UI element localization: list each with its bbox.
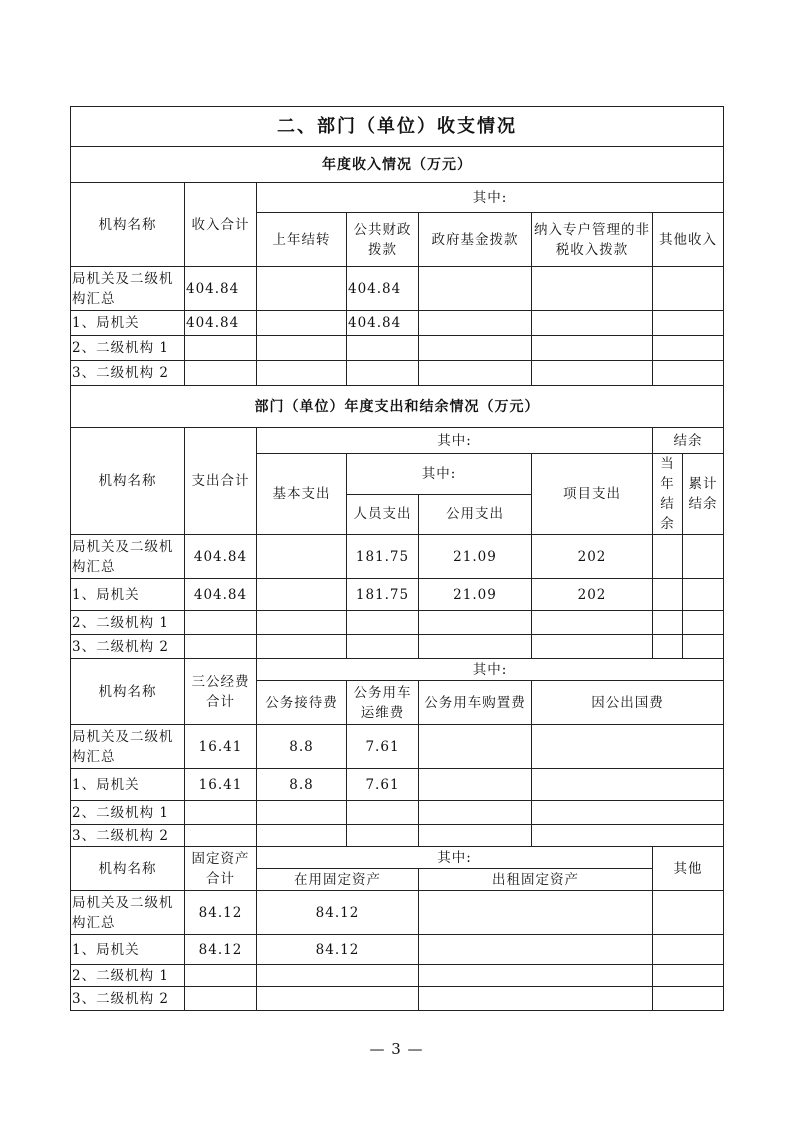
org-name: 2、二级机构 1	[71, 965, 185, 987]
income-prev	[257, 361, 347, 386]
income-other	[653, 336, 724, 361]
three-public-reception	[257, 801, 347, 825]
expense-personnel	[347, 611, 419, 635]
expense-col-of-which2: 其中:	[347, 454, 532, 495]
expense-col-basic: 基本支出	[257, 454, 347, 535]
three-public-col-vehicle-purchase: 公务用车购置费	[419, 681, 532, 725]
income-public: 404.84	[347, 267, 419, 311]
income-col-public-finance: 公共财政拨款	[347, 213, 419, 267]
table-row	[71, 336, 724, 361]
table-row	[71, 535, 724, 579]
expense-cumulative-surplus	[683, 635, 724, 659]
income-col-org: 机构名称	[71, 183, 185, 267]
table-row	[71, 267, 724, 311]
three-public-col-of-which: 其中:	[257, 659, 724, 681]
three-public-col-vehicle-ops: 公务用车运维费	[347, 681, 419, 725]
three-public-vehicle-ops	[347, 825, 419, 847]
org-name: 1、局机关	[71, 311, 185, 336]
expense-personnel: 181.75	[347, 579, 419, 611]
three-public-col-abroad: 因公出国费	[532, 681, 724, 725]
fixed-assets-in-use: 84.12	[257, 935, 419, 965]
three-public-reception	[257, 825, 347, 847]
income-heading: 年度收入情况（万元）	[71, 147, 724, 183]
fixed-assets-in-use: 84.12	[257, 891, 419, 935]
expense-col-of-which: 其中:	[257, 428, 653, 454]
org-name: 1、局机关	[71, 579, 185, 611]
table-row	[71, 725, 724, 769]
expense-current-surplus	[653, 611, 683, 635]
income-fund	[419, 336, 532, 361]
page-number: — 3 —	[369, 1040, 424, 1058]
fixed-assets-col-of-which: 其中:	[257, 847, 653, 869]
income-prev	[257, 311, 347, 336]
income-total	[185, 361, 257, 386]
table-row	[71, 579, 724, 611]
org-name: 3、二级机构 2	[71, 987, 185, 1011]
income-public	[347, 361, 419, 386]
fixed-assets-col-in-use: 在用固定资产	[257, 869, 419, 891]
expense-total	[185, 611, 257, 635]
expense-col-cumulative-surplus: 累计结余	[683, 454, 724, 535]
expense-cumulative-surplus	[683, 611, 724, 635]
fixed-assets-other	[653, 935, 724, 965]
fixed-assets-col-other: 其他	[653, 847, 724, 891]
three-public-abroad	[532, 725, 724, 769]
income-other	[653, 311, 724, 336]
fixed-assets-leased	[419, 935, 653, 965]
income-public: 404.84	[347, 311, 419, 336]
table-row	[71, 611, 724, 635]
org-name: 局机关及二级机构汇总	[71, 535, 185, 579]
expense-project	[532, 611, 653, 635]
three-public-col-total: 三公经费合计	[185, 659, 257, 725]
expense-personnel	[347, 635, 419, 659]
expense-public-use	[419, 635, 532, 659]
income-prev	[257, 267, 347, 311]
expense-current-surplus	[653, 535, 683, 579]
income-col-gov-fund: 政府基金拨款	[419, 213, 532, 267]
table-row	[71, 935, 724, 965]
three-public-abroad	[532, 801, 724, 825]
org-name: 1、局机关	[71, 935, 185, 965]
three-public-reception: 8.8	[257, 725, 347, 769]
income-col-of-which: 其中:	[257, 183, 724, 213]
expense-project: 202	[532, 535, 653, 579]
income-total: 404.84	[185, 311, 257, 336]
expense-heading: 部门（单位）年度支出和结余情况（万元）	[71, 386, 724, 428]
expense-basic	[257, 535, 347, 579]
expense-total: 404.84	[185, 535, 257, 579]
table-row	[71, 635, 724, 659]
expense-cumulative-surplus	[683, 579, 724, 611]
expense-personnel: 181.75	[347, 535, 419, 579]
org-name: 局机关及二级机构汇总	[71, 891, 185, 935]
org-name: 2、二级机构 1	[71, 801, 185, 825]
income-other	[653, 267, 724, 311]
expense-basic	[257, 579, 347, 611]
document-page	[70, 106, 723, 1011]
budget-table	[70, 106, 724, 1011]
three-public-total: 16.41	[185, 725, 257, 769]
expense-public-use: 21.09	[419, 535, 532, 579]
expense-public-use: 21.09	[419, 579, 532, 611]
org-name: 局机关及二级机构汇总	[71, 267, 185, 311]
org-name: 2、二级机构 1	[71, 611, 185, 635]
org-name: 3、二级机构 2	[71, 825, 185, 847]
expense-col-total: 支出合计	[185, 428, 257, 535]
table-row	[71, 801, 724, 825]
income-col-other: 其他收入	[653, 213, 724, 267]
income-nontax	[532, 267, 653, 311]
expense-total	[185, 635, 257, 659]
expense-project: 202	[532, 579, 653, 611]
expense-col-surplus: 结余	[653, 428, 724, 454]
fixed-assets-col-total: 固定资产合计	[185, 847, 257, 891]
table-row	[71, 825, 724, 847]
fixed-assets-total	[185, 965, 257, 987]
fixed-assets-in-use	[257, 987, 419, 1011]
expense-public-use	[419, 611, 532, 635]
table-row	[71, 987, 724, 1011]
table-row	[71, 769, 724, 801]
income-fund	[419, 267, 532, 311]
org-name: 3、二级机构 2	[71, 635, 185, 659]
income-prev	[257, 336, 347, 361]
table-row	[71, 965, 724, 987]
three-public-total: 16.41	[185, 769, 257, 801]
three-public-abroad	[532, 769, 724, 801]
table-row	[71, 891, 724, 935]
expense-cumulative-surplus	[683, 535, 724, 579]
org-name: 2、二级机构 1	[71, 336, 185, 361]
fixed-assets-leased	[419, 987, 653, 1011]
fixed-assets-leased	[419, 965, 653, 987]
fixed-assets-col-leased: 出租固定资产	[419, 869, 653, 891]
expense-col-public-use: 公用支出	[419, 494, 532, 535]
three-public-vehicle-ops: 7.61	[347, 725, 419, 769]
income-col-nontax: 纳入专户管理的非税收入拨款	[532, 213, 653, 267]
org-name: 3、二级机构 2	[71, 361, 185, 386]
table-row	[71, 311, 724, 336]
fixed-assets-total	[185, 987, 257, 1011]
income-nontax	[532, 361, 653, 386]
fixed-assets-other	[653, 965, 724, 987]
fixed-assets-other	[653, 891, 724, 935]
table-row	[71, 361, 724, 386]
expense-col-org: 机构名称	[71, 428, 185, 535]
income-nontax	[532, 336, 653, 361]
fixed-assets-total: 84.12	[185, 935, 257, 965]
org-name: 1、局机关	[71, 769, 185, 801]
income-total	[185, 336, 257, 361]
expense-col-project: 项目支出	[532, 454, 653, 535]
income-other	[653, 361, 724, 386]
page-title: 二、部门（单位）收支情况	[71, 107, 724, 147]
three-public-vehicle-purchase	[419, 725, 532, 769]
expense-project	[532, 635, 653, 659]
three-public-vehicle-purchase	[419, 769, 532, 801]
expense-current-surplus	[653, 579, 683, 611]
expense-basic	[257, 611, 347, 635]
three-public-col-org: 机构名称	[71, 659, 185, 725]
fixed-assets-in-use	[257, 965, 419, 987]
fixed-assets-leased	[419, 891, 653, 935]
three-public-col-reception: 公务接待费	[257, 681, 347, 725]
income-col-prev-balance: 上年结转	[257, 213, 347, 267]
expense-total: 404.84	[185, 579, 257, 611]
three-public-abroad	[532, 825, 724, 847]
three-public-total	[185, 801, 257, 825]
expense-current-surplus	[653, 635, 683, 659]
income-public	[347, 336, 419, 361]
three-public-vehicle-purchase	[419, 825, 532, 847]
fixed-assets-other	[653, 987, 724, 1011]
fixed-assets-col-org: 机构名称	[71, 847, 185, 891]
income-nontax	[532, 311, 653, 336]
three-public-reception: 8.8	[257, 769, 347, 801]
income-fund	[419, 311, 532, 336]
three-public-vehicle-ops: 7.61	[347, 769, 419, 801]
three-public-vehicle-ops	[347, 801, 419, 825]
expense-col-current-surplus: 当年结余	[653, 454, 683, 535]
income-fund	[419, 361, 532, 386]
fixed-assets-total: 84.12	[185, 891, 257, 935]
income-col-total: 收入合计	[185, 183, 257, 267]
three-public-vehicle-purchase	[419, 801, 532, 825]
expense-basic	[257, 635, 347, 659]
expense-col-personnel: 人员支出	[347, 494, 419, 535]
three-public-total	[185, 825, 257, 847]
income-total: 404.84	[185, 267, 257, 311]
org-name: 局机关及二级机构汇总	[71, 725, 185, 769]
